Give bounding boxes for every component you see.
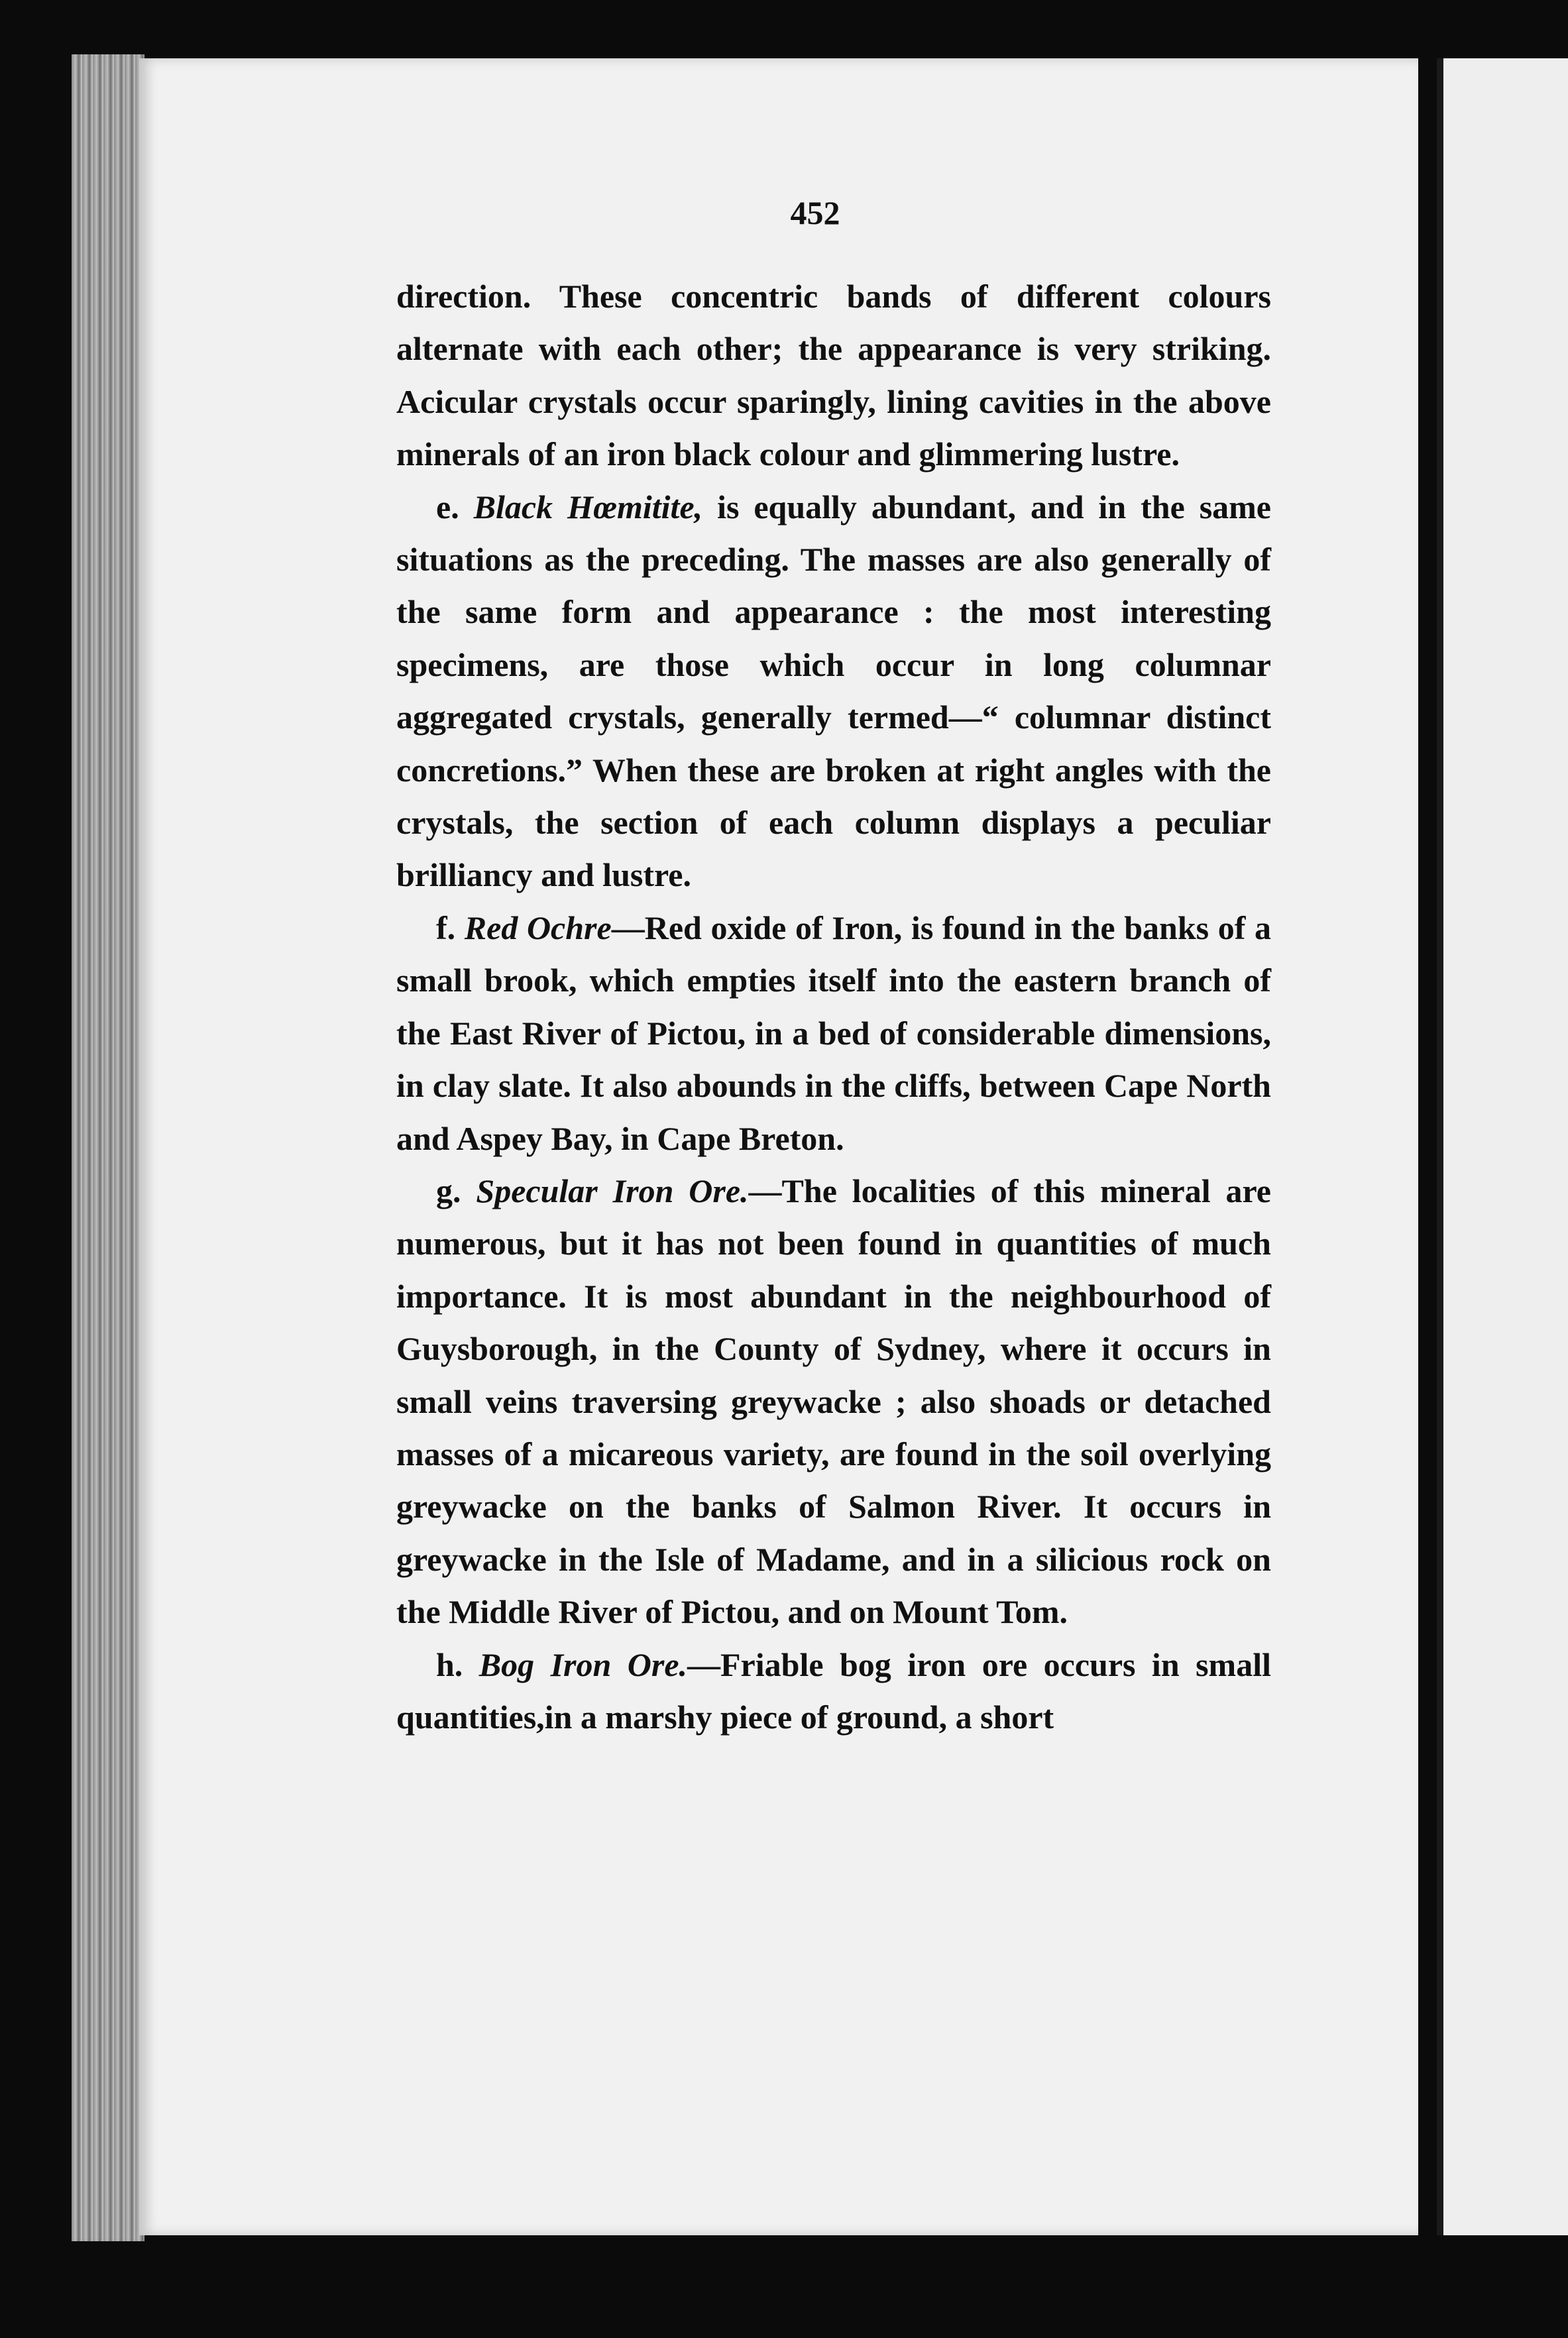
mineral-term: Specular Iron Ore. bbox=[476, 1172, 749, 1209]
paragraph-specular-iron-ore bbox=[396, 1165, 1271, 1639]
paragraph-text: is equally abundant, and in the same situations as the preceding. The masses are also generally of the same form and appearance : the most interesting specimens, are those which occur in long columnar aggregated crystals, generally termed—“ columnar distinct concretions.” When these are broken at right angles with the crystals, the section of each column displays a peculiar brilliancy and lustre. bbox=[396, 488, 1271, 894]
page-edges bbox=[72, 54, 144, 2241]
paragraph-text: —Friable bog iron ore occurs in small quantities,in a marshy piece of ground, a short bbox=[396, 1645, 1271, 1736]
item-label: e. bbox=[436, 488, 474, 526]
body-text bbox=[396, 199, 1271, 1744]
paragraph-text: direction. These concentric bands of different colours alternate with each other; the appearance is very striking. Acicular crystals occur sparingly, lining cavities in the above minerals of an iron black colour and glimmering lustre. bbox=[396, 278, 1271, 473]
paragraph-black-haematite bbox=[396, 481, 1271, 902]
mineral-term: Red Ochre bbox=[464, 909, 612, 946]
item-label: g. bbox=[436, 1172, 476, 1209]
item-label: f. bbox=[436, 909, 465, 946]
item-label: h. bbox=[436, 1645, 479, 1683]
paragraph-red-ochre bbox=[396, 902, 1271, 1165]
mineral-term: Bog Iron Ore. bbox=[478, 1645, 688, 1683]
paragraph-continuation bbox=[396, 270, 1271, 481]
paragraph-text: —Red oxide of Iron, is found in the banks of a small brook, which empties itself into the eastern branch of the East River of Pictou, in a bed of considerable dimensions, in clay slate. It also abounds in the cliffs, between Cape North and Aspey Bay, in Cape Breton. bbox=[396, 909, 1271, 1157]
paragraph-bog-iron-ore bbox=[396, 1639, 1271, 1744]
page-number: 452 bbox=[790, 194, 840, 231]
mineral-term: Black Hœmitite, bbox=[473, 488, 703, 526]
adjacent-page bbox=[1437, 58, 1568, 2235]
paragraph-text: —The localities of this mineral are numerous, but it has not been found in quantities of much importance. It is most abundant in the neighbourhood of Guysborough, in the County of Sydney, where it occurs in small veins traversing greywacke ; also shoads or detached masses of a micareous variety, are found in the soil overlying greywacke on the banks of Salmon River. It occurs in greywacke in the Isle of Madame, and in a silicious rock on the Middle River of Pictou, and on Mount Tom. bbox=[396, 1172, 1271, 1631]
